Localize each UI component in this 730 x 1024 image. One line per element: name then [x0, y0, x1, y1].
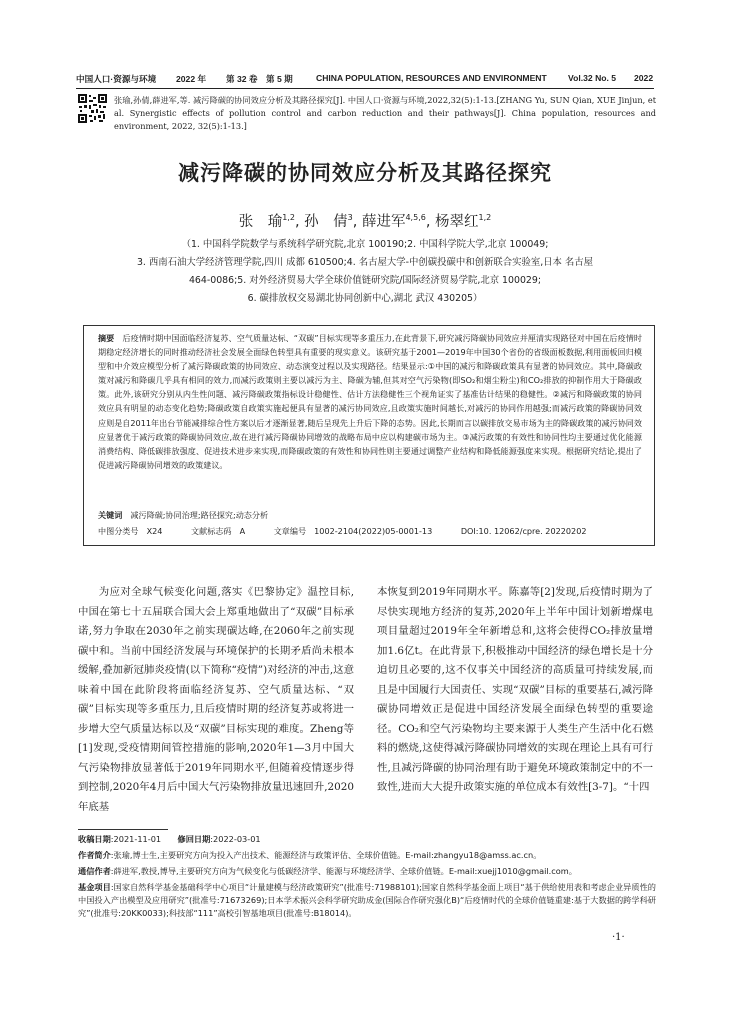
- body-column-right: [377, 583, 653, 798]
- doi: DOI:10. 12062/cpre. 20220202: [460, 526, 587, 536]
- author-affil-sup: 1,2: [478, 213, 492, 223]
- funding-label: 基金项目: [78, 882, 111, 892]
- abstract-label: 摘要: [98, 333, 115, 343]
- vol-no: Vol.32 No. 5: [568, 73, 617, 83]
- affiliation-line: 3. 西南石油大学经济管理学院,四川 成都 610500;4. 名古屋大学-中创碳投碳中和创新联合实验室,日本 名古屋: [136, 257, 594, 268]
- footnote-author-bio: [78, 849, 656, 862]
- document-code: 文献标志码 A: [191, 526, 246, 536]
- author-name: 张 瑜: [238, 214, 283, 230]
- footnote-dates: [78, 833, 656, 846]
- received-label: 收稿日期: [78, 834, 111, 844]
- volume: 第 32 卷: [226, 74, 258, 84]
- revised-date: :2022-03-01: [210, 834, 261, 844]
- affiliation-line: 464-0086;5. 对外经济贸易大学全球价值链研究院/国际经济贸易学院,北京 100029;: [188, 275, 542, 286]
- bio-label: 作者简介: [78, 850, 111, 860]
- article-number: 文章编号 1002-2104(2022)05-0001-13: [273, 526, 433, 536]
- keywords: [98, 510, 268, 521]
- revised-label: 修回日期: [177, 834, 211, 844]
- journal-name-en: CHINA POPULATION, RESOURCES AND ENVIRONMENT: [316, 73, 547, 83]
- author-affil-sup: 1,2: [282, 213, 295, 223]
- paper-title: 减污降碳的协同效应分析及其路径探究: [178, 161, 552, 185]
- keywords-text: 减污降碳;协同治理;路径探究;动态分析: [130, 510, 269, 520]
- issue: 第 5 期: [266, 74, 293, 84]
- year: 2022 年: [176, 74, 207, 84]
- abstract-text: 后疫情时期中国面临经济复苏、空气质量达标、“双碳”目标实现等多重压力,在此背景下,研究减污降碳协同效应并厘清实现路径对中国在后疫情时期稳定经济增长的同时推动经济社会发展全面绿色转型具有重要的现实意义。该研究基于2001—2019年中国30个省份的省级面板数据,利用面板回归模型和中介效应模型分析了减污降碳政策的协同效应、动态演变过程以及实现路径。结果显示:①中国的减污和降碳政策具有显著的协同效应。其中,降碳政策对减污和降碳几乎具有相同的效力,而减污政策则主要以减污为主、降碳为辅,但其对空气污染物(即SO₂和烟尘粉尘)和CO₂排放的抑制作用大于降碳政策。此外,该研究分别从内生性问题、减污降碳政策指标设计稳健性、估计方法稳健性三个视角证实了基准估计结果的稳健性。②减污和降碳政策的协同效应具有明显的动态变化趋势;降碳政策自政策实施起便具有显著的减污协同效应,且政策实施时间越长,对减污的协同作用越强;而减污政策的降碳协同效应则是自2011年出台节能减排综合性方案以后才逐渐显著,随后呈现先上升后下降的态势。因此,长期而言以碳排放交易市场为主的降碳政策的减污协同效应显著优于减污政策的降碳协同效应,故在进行减污降碳协同增效的战略布局中应以构建碳市场为主。③减污政策的有效性和协同性均主要通过优化能源消费结构、降低碳排放强度、促进技术进步来实现,而降碳政策的有效性和协同性则主要通过调整产业结构和降低能源强度来实现。根据研究结论,提出了促进减污降碳协同增效的政策建议。: [98, 333, 642, 470]
- year-en: 2022: [634, 73, 654, 83]
- author-name: 孙 倩: [304, 214, 348, 230]
- corresponding-label: 通信作者: [78, 866, 111, 876]
- page-number: ·1·: [612, 932, 625, 943]
- body-column-left: [78, 583, 354, 817]
- received-date: :2021-11-01: [110, 834, 162, 844]
- footnote-funding: [78, 881, 656, 921]
- keywords-label: 关键词: [98, 510, 123, 520]
- citation: 张瑜,孙倩,薛进军,等. 减污降碳的协同效应分析及其路径探究[J]. 中国人口·资源与环境,2022,32(5):1-13.[ZHANG Yu, SUN Qian, XUE Jinjun, et al. Synergistic effects of pollution control and carbon reduction and their pathways[J]. China population, resources and environment, 2022, 32(5):1-13.]: [114, 95, 656, 131]
- affiliation-line: 6. 碳排放权交易湖北协同创新中心,湖北 武汉 430205）: [247, 293, 483, 304]
- author-name: 杨翠红: [435, 214, 479, 230]
- author-list: 张 瑜$^{1,2}$, 孙 倩$^3$, 薛进军$^{4,5,6}$, 杨翠红$^{1,2}$: [238, 213, 492, 230]
- body-paragraph: 本恢复到2019年同期水平。陈嘉等[2]发现,后疫情时期为了尽快实现地方经济的复苏,2020年上半年中国计划新增煤电项目量超过2019年全年新增总和,这将会使得CO₂排放量增加1.6亿t。在此背景下,积极推动中国经济的绿色增长是十分迫切且必要的,这不仅事关中国经济的高质量可持续发展,而且是中国履行大国责任、实现“双碳”目标的重要基石,减污降碳协同增效正是促进中国经济发展全面绿色转型的重要途径。CO₂和空气污染物均主要来源于人类生产生活中化石燃料的燃烧,这使得减污降碳协同增效的实现在理论上具有可行性,且减污降碳的协同治理有助于避免环境政策制定中的不一致性,进而大大提升政策实施的单位成本有效性[3-7]。“十四: [377, 586, 653, 793]
- affiliation-line: （1. 中国科学院数学与系统科学研究院,北京 100190;2. 中国科学院大学,北京 100049;: [181, 239, 549, 250]
- qr-code-icon: [77, 93, 108, 124]
- journal-name-cn: 中国人口·资源与环境: [76, 74, 157, 84]
- body-paragraph: 为应对全球气候变化问题,落实《巴黎协定》温控目标,中国在第七十五届联合国大会上郑重地做出了“双碳”目标承诺,努力争取在2030年之前实现碳达峰,在2060年之前实现碳中和。当前中国经济发展与环境保护的长期矛盾尚未根本缓解,叠加新冠肺炎疫情(以下简称“疫情”)对经济的冲击,这意味着中国在此阶段将面临经济复苏、空气质量达标、“双碳”目标实现等多重压力,且后疫情时期的经济复苏或将进一步增大空气质量达标以及“双碳”目标实现的难度。Zheng等[1]发现,受疫情期间管控措施的影响,2020年1—3月中国大气污染物排放显著低于2019年同期水平,但随着疫情逐步得到控制,2020年4月后中国大气污染物排放量迅速回升,2020年底基: [78, 586, 354, 813]
- abstract: [98, 331, 642, 472]
- corresponding-text: :薛进军,教授,博导,主要研究方向为气候变化与低碳经济学、能源与环境经济学、全球价值链。E-mail:xuejj1010@gmail.com。: [110, 866, 577, 876]
- clc-number: 中图分类号 X24: [98, 526, 163, 536]
- header-rule: [76, 88, 654, 89]
- footnote-rule: [78, 829, 168, 830]
- running-header: [76, 73, 654, 87]
- author-affil-sup: 4,5,6: [405, 213, 426, 223]
- author-affil-sup: 3: [347, 213, 353, 223]
- classification-line: [98, 526, 613, 537]
- funding-text: :国家自然科学基金基础科学中心项目“计量建模与经济政策研究”(批准号:71988101);国家自然科学基金面上项目“基于供给使用表和考虑企业异质性的中国投入产出模型及应用研究”(批准号:71673269);日本学术振兴会科学研究助成金(国际合作研究强化B)“后疫情时代的全球价值链重建:基于大数据的跨学科研究”(批准号:20KK0033);科技部“111”高校引智基地项目(批准号:B18014)。: [78, 882, 656, 919]
- footnote-corresponding: [78, 865, 656, 878]
- author-name: 薛进军: [361, 214, 406, 230]
- bio-text: :张瑜,博士生,主要研究方向为投入产出技术、能源经济与政策评估、全球价值链。E-mail:zhangyu18@amss.ac.cn。: [110, 850, 542, 860]
